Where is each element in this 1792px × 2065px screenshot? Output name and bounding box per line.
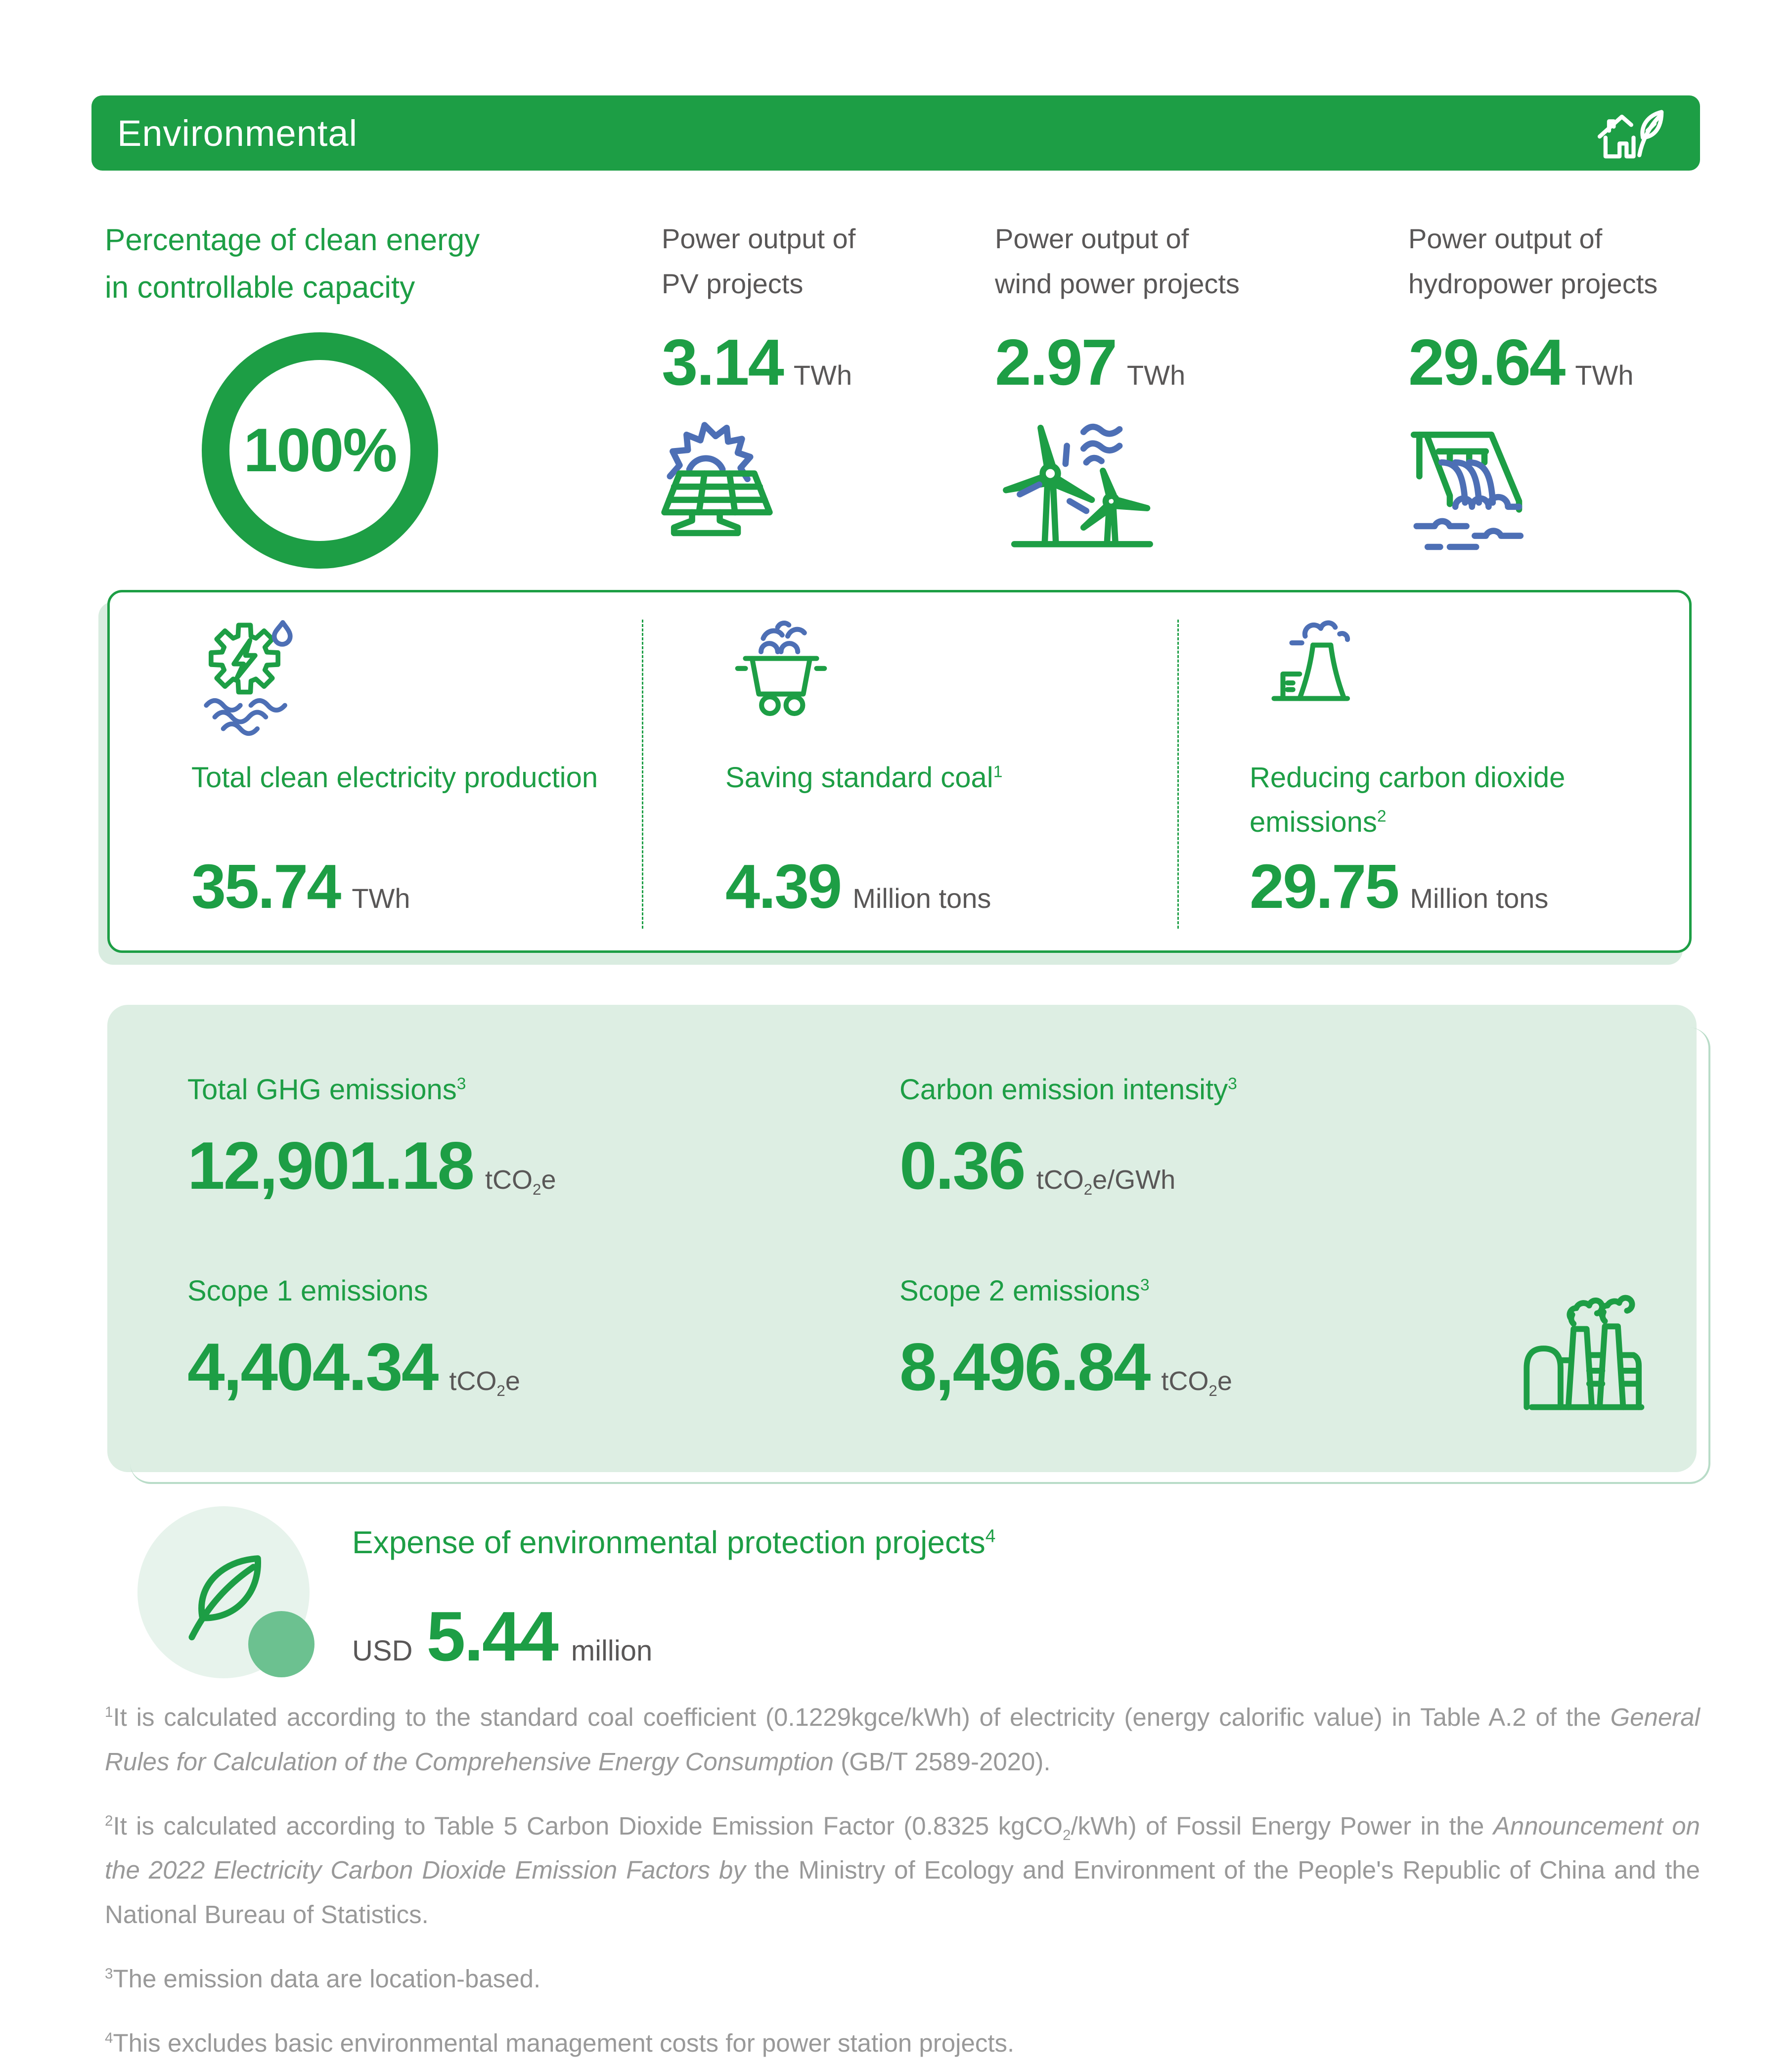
- saving-standard-coal-card: Saving standard coal$^1$ 4.39 Million tons: [725, 616, 1151, 922]
- wind-output-unit: TWh: [1127, 359, 1185, 391]
- wind-turbine-icon: [995, 415, 1321, 554]
- expense-unit: million: [571, 1634, 652, 1667]
- clean-energy-gear-icon: [191, 616, 617, 740]
- scope-2-value: 8,496.84: [899, 1328, 1149, 1405]
- power-output-hydro: Power output of hydropower projects 29.64 TWh: [1408, 217, 1735, 554]
- expense-currency: USD: [352, 1634, 412, 1667]
- hydro-output-value: 29.64: [1408, 325, 1564, 400]
- wind-output-value: 2.97: [995, 325, 1116, 400]
- power-output-pv: Power output of PV projects 3.14 TWh: [662, 217, 988, 554]
- solar-panel-icon: [662, 415, 988, 554]
- footnote: $^4$This excludes basic environmental management costs for power station projects.: [105, 2021, 1700, 2065]
- ghg-emissions-box: [107, 1005, 1697, 1472]
- clean-energy-value: 100%: [243, 415, 396, 486]
- coal-cart-icon: [725, 616, 1151, 740]
- expense-amount: 5.44: [426, 1596, 557, 1677]
- scope-1-emissions: Scope 1 emissions 4,404.34 tCO$_2$e: [187, 1274, 520, 1405]
- footnote: $^3$The emission data are location-based.: [105, 1957, 1700, 2001]
- carbon-intensity-value: 0.36: [899, 1127, 1025, 1204]
- dashed-divider: [1177, 620, 1179, 929]
- card-label: Total clean electricity production: [191, 756, 617, 851]
- eco-house-icon: [1589, 104, 1674, 162]
- expense-value-row: [352, 1596, 652, 1677]
- section-header-bar: [91, 95, 1700, 171]
- dashed-divider: [642, 620, 643, 929]
- clean-production-summary-box: [107, 590, 1692, 953]
- power-output-wind: Power output of wind power projects 2.97 TWh: [995, 217, 1321, 554]
- card-label: Reducing carbon dioxide emissions$^2$: [1250, 756, 1670, 851]
- pv-output-value: 3.14: [662, 325, 783, 400]
- scope-2-emissions: Scope 2 emissions$^3$ 8,496.84 tCO$_2$e: [899, 1274, 1232, 1405]
- hydropower-dam-icon: [1408, 415, 1735, 554]
- carbon-emission-intensity: Carbon emission intensity$^3$ 0.36 tCO$_2$e/GWh: [899, 1073, 1237, 1204]
- total-ghg-value: 12,901.18: [187, 1127, 473, 1204]
- expense-title: Expense of environmental protection projects$^4$: [352, 1524, 995, 1561]
- hydro-output-unit: TWh: [1575, 359, 1633, 391]
- factory-icon: [1514, 1287, 1657, 1418]
- scope-1-value: 4,404.34: [187, 1328, 437, 1405]
- footnote: $^1$It is calculated according to the standard coal coefficient (0.1229kgce/kWh) of electricity (energy calorific value) in Table A.2 of the General Rules for Calculation of the Comprehensive Energy Consumption (GB/T 2589-2020).: [105, 1695, 1700, 1784]
- reducing-co2-card: Reducing carbon dioxide emissions$^2$ 29.75 Million tons: [1250, 616, 1670, 922]
- total-clean-electricity-card: Total clean electricity production 35.74 TWh: [191, 616, 617, 922]
- reducing-co2-value: 29.75: [1250, 851, 1398, 922]
- page-title: Environmental: [117, 112, 358, 154]
- cooling-tower-icon: [1250, 616, 1670, 740]
- pv-output-unit: TWh: [794, 359, 852, 391]
- footnote: $^2$It is calculated according to Table 5 Carbon Dioxide Emission Factor (0.8325 kgCO$_2$/kWh) of Fossil Energy Power in the Announcement on the 2022 Electricity Carbon Dioxide Emission Factors by the Ministry of Ecology and Environment of the People's Republic of China and the National Bureau of Statistics.: [105, 1804, 1700, 1937]
- footnotes: [105, 1695, 1700, 2065]
- card-label: Saving standard coal$^1$: [725, 756, 1151, 851]
- clean-energy-ring: [202, 332, 438, 569]
- expense-accent-circle: [248, 1611, 314, 1677]
- total-ghg-emissions: Total GHG emissions$^3$ 12,901.18 tCO$_2$e: [187, 1073, 556, 1204]
- clean-energy-title: Percentage of clean energy in controllable capacity: [105, 217, 480, 312]
- total-clean-electricity-value: 35.74: [191, 851, 340, 922]
- saving-standard-coal-value: 4.39: [725, 851, 841, 922]
